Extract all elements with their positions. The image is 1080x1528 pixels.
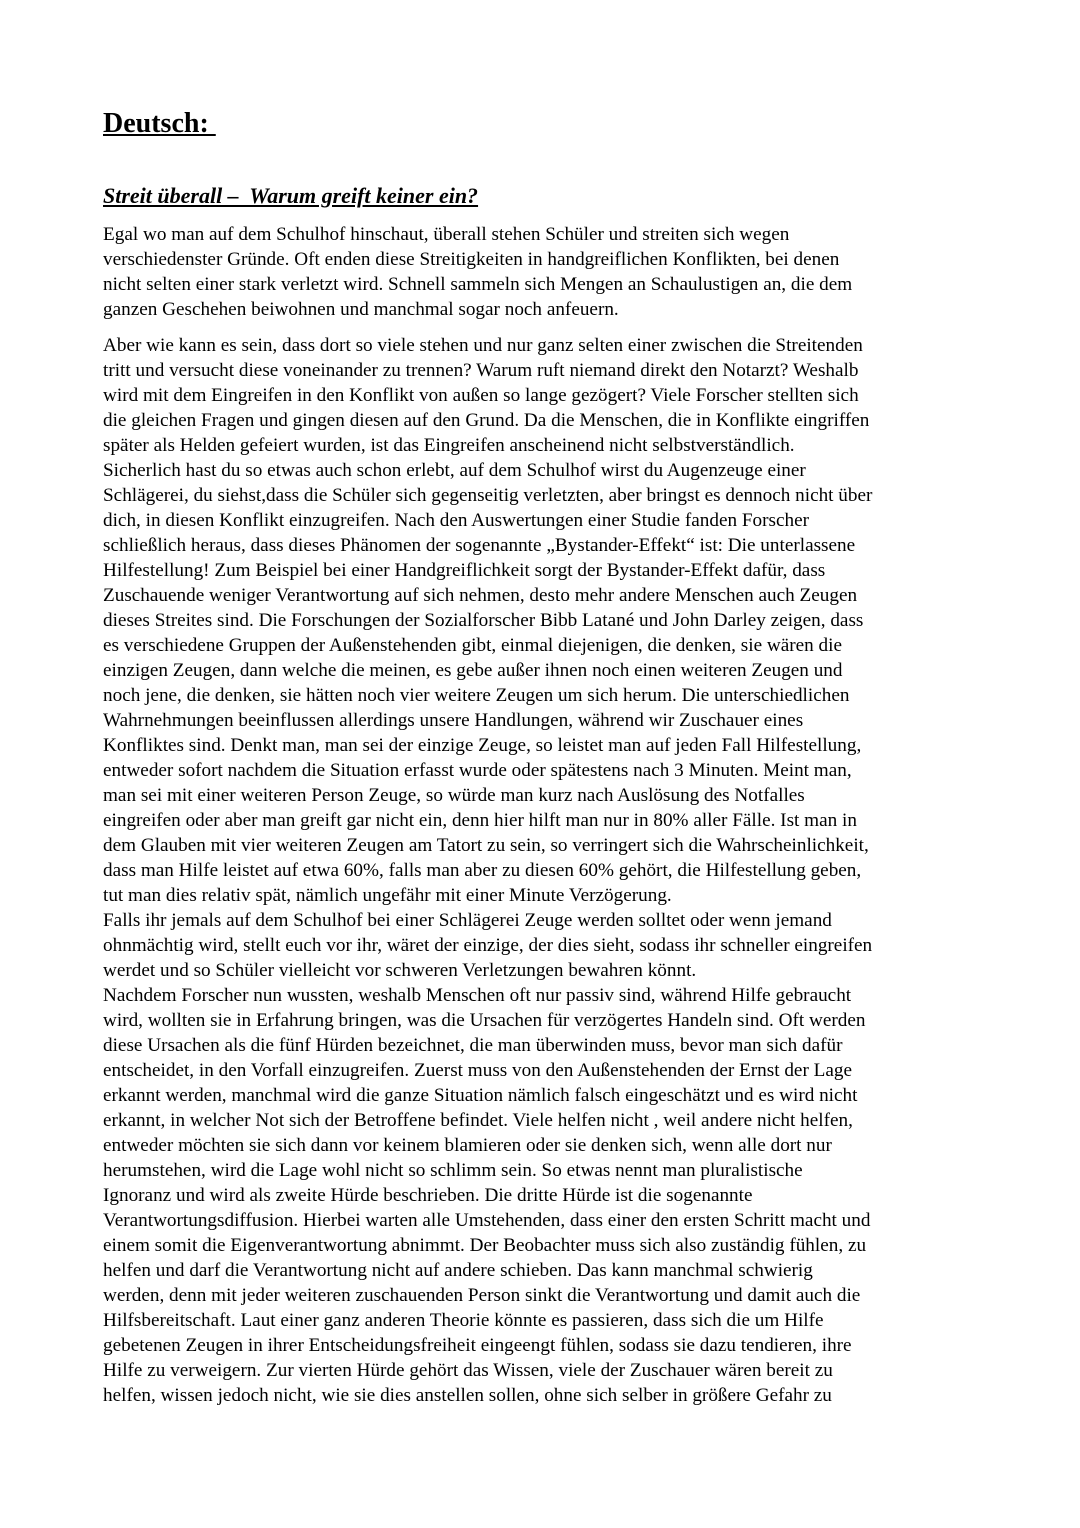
article-title: Streit überall – Warum greift keiner ein?: [103, 183, 479, 208]
text-line: Sicherlich hast du so etwas auch schon erlebt, auf dem Schulhof wirst du Augenzeuge einer: [103, 460, 806, 481]
text-line: Hilfe zu verweigern. Zur vierten Hürde gehört das Wissen, viele der Zuschauer wären bereit zu: [103, 1360, 833, 1381]
article-body: [103, 222, 983, 1408]
text-line: entweder sofort nachdem die Situation erfasst wurde oder spätestens nach 3 Minuten. Meint man,: [103, 760, 852, 781]
text-line: Verantwortungsdiffusion. Hierbei warten alle Umstehenden, dass einer den ersten Schritt macht und: [103, 1210, 871, 1231]
text-line: schließlich heraus, dass dieses Phänomen der sogenannte „Bystander-Effekt“ ist: Die unterlassene: [103, 535, 856, 556]
text-line: werden, denn mit jeder weiteren zuschauenden Person sinkt die Verantwortung und damit auch die: [103, 1285, 861, 1306]
text-line: dieses Streites sind. Die Forschungen der Sozialforscher Bibb Latané und John Darley zeigen, dass: [103, 610, 864, 631]
text-line: Zuschauende weniger Verantwortung auf sich nehmen, desto mehr andere Menschen auch Zeugen: [103, 585, 858, 606]
text-line: ohnmächtig wird, stellt euch vor ihr, wäret der einzige, der dies sieht, sodass ihr schneller eingreifen: [103, 935, 873, 956]
text-line: nicht selten einer stark verletzt wird. Schnell sammeln sich Mengen an Schaulustigen an, die dem: [103, 274, 853, 295]
text-line: verschiedenster Gründe. Oft enden diese Streitigkeiten in handgreiflichen Konflikten, bei denen: [103, 249, 840, 270]
text-line: diese Ursachen als die fünf Hürden bezeichnet, die man überwinden muss, bevor man sich dafür: [103, 1035, 843, 1056]
text-line: ganzen Geschehen beiwohnen und manchmal sogar noch anfeuern.: [103, 299, 619, 320]
text-line: erkannt, in welcher Not sich der Betroffene befindet. Viele helfen nicht , weil andere nicht helfen,: [103, 1110, 853, 1131]
text-line: helfen, wissen jedoch nicht, wie sie dies anstellen sollen, ohne sich selber in größere Gefahr zu: [103, 1385, 832, 1406]
text-line: Hilfestellung! Zum Beispiel bei einer Handgreiflichkeit sorgt der Bystander-Effekt dafür, dass: [103, 560, 826, 581]
text-line: dem Glauben mit vier weiteren Zeugen am Tatort zu sein, so verringert sich die Wahrscheinlichkeit,: [103, 835, 869, 856]
text-line: Konfliktes sind. Denkt man, man sei der einzige Zeuge, so leistet man auf jeden Fall Hilfestellung,: [103, 735, 862, 756]
text-line: entscheidet, in den Vorfall einzugreifen. Zuerst muss von den Außenstehenden der Ernst der Lage: [103, 1060, 852, 1081]
text-line: gebetenen Zeugen in ihrer Entscheidungsfreiheit eingeengt fühlen, sodass sie dazu tendieren, ihre: [103, 1335, 852, 1356]
text-line: Hilfsbereitschaft. Laut einer ganz anderen Theorie könnte es passieren, dass sich die um Hilfe: [103, 1310, 824, 1331]
text-line: eingreifen oder aber man greift gar nicht ein, denn hier hilft man nur in 80% aller Fälle. Ist man in: [103, 810, 857, 831]
text-line: Schlägerei, du siehst,dass die Schüler sich gegenseitig verletzten, aber bringst es dennoch nicht über: [103, 485, 873, 506]
text-line: noch jene, die denken, sie hätten noch vier weitere Zeugen um sich herum. Die unterschiedlichen: [103, 685, 850, 706]
text-line: Ignoranz und wird als zweite Hürde beschrieben. Die dritte Hürde ist die sogenannte: [103, 1185, 753, 1206]
text-line: tritt und versucht diese voneinander zu trennen? Warum ruft niemand direkt den Notarzt? Weshalb: [103, 360, 859, 381]
text-line: dass man Hilfe leistet auf etwa 60%, falls man aber zu diesen 60% gehört, die Hilfestellung geben,: [103, 860, 862, 881]
text-line: Aber wie kann es sein, dass dort so viele stehen und nur ganz selten einer zwischen die Streitenden: [103, 335, 863, 356]
text-line: dich, in diesen Konflikt einzugreifen. Nach den Auswertungen einer Studie fanden Forscher: [103, 510, 809, 531]
text-line: Wahrnehmungen beeinflussen allerdings unsere Handlungen, während wir Zuschauer eines: [103, 710, 804, 731]
text-line: wird, wollten sie in Erfahrung bringen, was die Ursachen für verzögertes Handeln sind. Oft werden: [103, 1010, 866, 1031]
text-line: Falls ihr jemals auf dem Schulhof bei einer Schlägerei Zeuge werden solltet oder wenn jemand: [103, 910, 832, 931]
paragraph-main: [103, 333, 983, 1408]
text-line: werdet und so Schüler vielleicht vor schweren Verletzungen bewahren könnt.: [103, 960, 697, 981]
text-line: einem somit die Eigenverantwortung abnimmt. Der Beobachter muss sich also zuständig fühlen, zu: [103, 1235, 867, 1256]
text-line: es verschiedene Gruppen der Außenstehenden gibt, einmal diejenigen, die denken, sie wären die: [103, 635, 842, 656]
page-title: Deutsch:: [103, 108, 216, 139]
text-line: tut man dies relativ spät, nämlich ungefähr mit einer Minute Verzögerung.: [103, 885, 672, 906]
text-line: man sei mit einer weiteren Person Zeuge, so würde man kurz nach Auslösung des Notfalles: [103, 785, 805, 806]
paragraph-intro: [103, 222, 983, 322]
text-line: wird mit dem Eingreifen in den Konflikt von außen so lange gezögert? Viele Forscher stellten sich: [103, 385, 859, 406]
text-line: einzigen Zeugen, dann welche die meinen, es gebe außer ihnen noch einen weiteren Zeugen und: [103, 660, 843, 681]
text-line: Nachdem Forscher nun wussten, weshalb Menschen oft nur passiv sind, während Hilfe gebraucht: [103, 985, 852, 1006]
text-line: später als Helden gefeiert wurden, ist das Eingreifen anscheinend nicht selbstverständlich.: [103, 435, 795, 456]
text-line: entweder möchten sie sich dann vor keinem blamieren oder sie denken sich, wenn alle dort nur: [103, 1135, 832, 1156]
text-line: erkannt werden, manchmal wird die ganze Situation nämlich falsch eingeschätzt und es wird nicht: [103, 1085, 858, 1106]
text-line: die gleichen Fragen und gingen diesen auf den Grund. Da die Menschen, die in Konflikte eingriffen: [103, 410, 870, 431]
paragraph-gap: [103, 322, 983, 333]
text-line: herumstehen, wird die Lage wohl nicht so schlimm sein. So etwas nennt man pluralistische: [103, 1160, 803, 1181]
text-line: Egal wo man auf dem Schulhof hinschaut, überall stehen Schüler und streiten sich wegen: [103, 224, 790, 245]
text-line: helfen und darf die Verantwortung nicht auf andere schieben. Das kann manchmal schwierig: [103, 1260, 813, 1281]
